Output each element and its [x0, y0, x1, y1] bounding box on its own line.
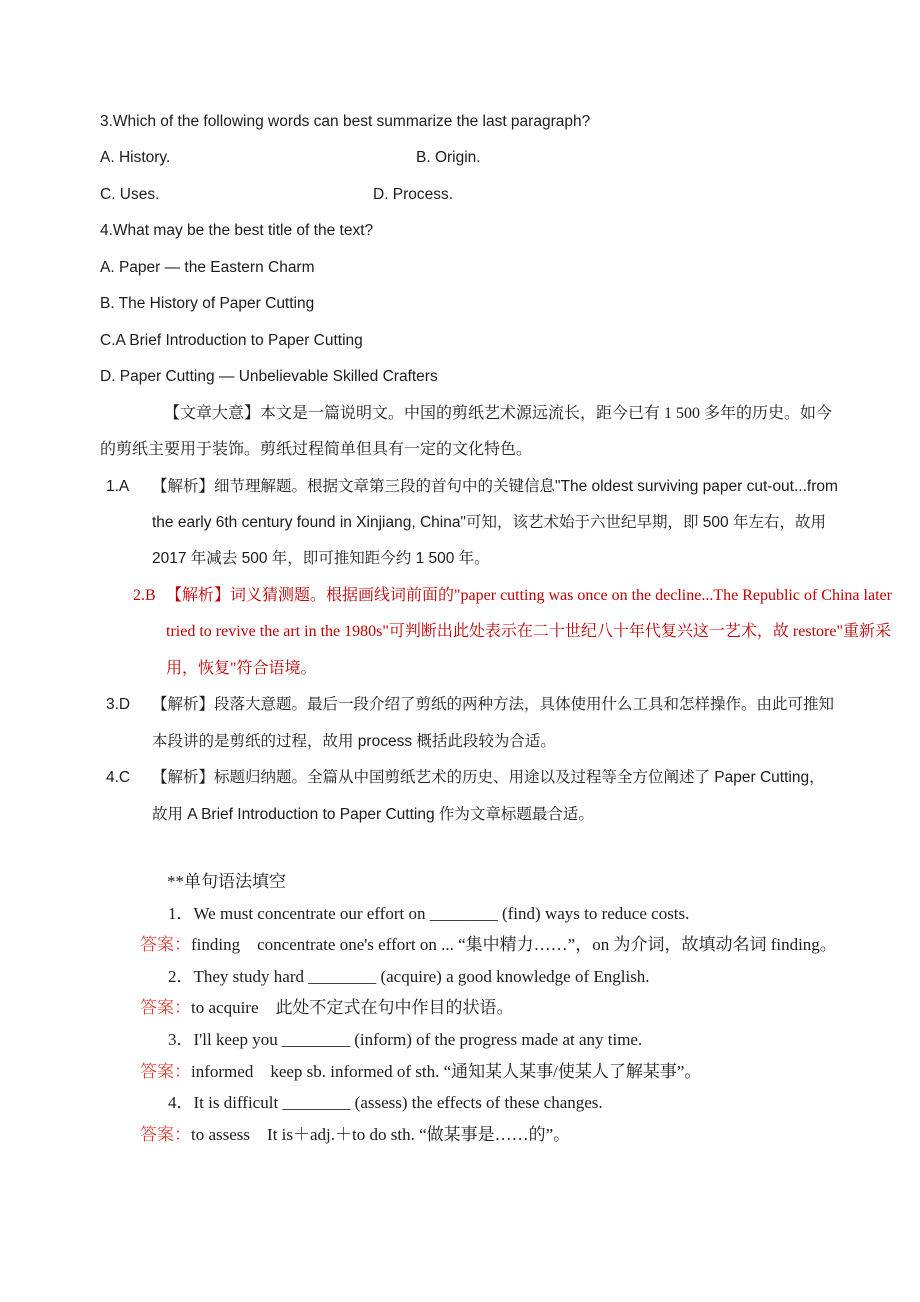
question-3-option-c: C. Uses.	[100, 185, 160, 203]
question-4-option-c: C.A Brief Introduction to Paper Cutting	[100, 331, 363, 349]
answer-label: 答案：	[140, 1124, 191, 1144]
reading-comprehension-section	[100, 104, 892, 833]
analysis-text: 【解析】段落大意题。最后一段介绍了剪纸的两种方法，具体使用什么工具和怎样操作。由此可推知本段讲的是剪纸的过程，故用 process 概括此段较为合适。	[152, 696, 835, 750]
grammar-answer-1	[100, 929, 840, 961]
question-3-option-a: A. History.	[100, 149, 171, 167]
analysis-item-1a	[100, 469, 840, 578]
question-3-options-row-1	[100, 140, 840, 176]
answer-label: 答案：	[140, 1061, 191, 1081]
question-3-stem: 3.Which of the following words can best summarize the last paragraph?	[100, 113, 591, 130]
analysis-answer-number: 4.C	[106, 769, 131, 787]
passage-summary: 【文章大意】本文是一篇说明文。中国的剪纸艺术源远流长，距今已有 1 500 多年的历史。如今的剪纸主要用于装饰。剪纸过程简单但具有一定的文化特色。	[100, 404, 833, 459]
question-3-option-d: D. Process.	[373, 185, 454, 203]
answer-text: informed keep sb. informed of sth. “通知某人某事/使某人了解某事”。	[191, 1061, 702, 1081]
answer-text: to acquire 此处不定式在句中作目的状语。	[191, 998, 514, 1018]
analysis-item-4c	[100, 760, 840, 833]
question-3-options-row-2	[100, 177, 840, 213]
question-3-option-b: B. Origin.	[416, 149, 481, 167]
answer-label: 答案：	[140, 998, 191, 1018]
grammar-answer-2	[100, 992, 840, 1024]
question-4-option-b: B. The History of Paper Cutting	[100, 295, 315, 313]
answer-text: finding concentrate one's effort on ... “集中精力……”，on 为介词，故填动名词 finding。	[191, 935, 837, 955]
analysis-item-3d	[100, 687, 840, 760]
analysis-text: 【解析】词义猜测题。根据画线词前面的"paper cutting was once on the decline...The Republic of China later tried to revive the art in the 1980s"可判断出此处表示在二十世纪八十年代复兴这一艺术，故 restore"重新采用，恢复"符合语境。	[166, 586, 892, 677]
analysis-item-2b	[100, 578, 905, 687]
question-4-option-d: D. Paper Cutting — Unbelievable Skilled Crafters	[100, 368, 438, 386]
grammar-answer-3	[100, 1056, 840, 1088]
analysis-text: 【解析】细节理解题。根据文章第三段的首句中的关键信息"The oldest surviving paper cut-out...from the early 6th century found in Xinjiang, China"可知，该艺术始于六世纪早期，即 500 年左右，故用 2017 年减去 500 年，即可推知距今约 1 500 年。	[152, 477, 838, 568]
analysis-answer-number: 1.A	[106, 477, 130, 495]
answer-text: to assess It is＋adj.＋to do sth. “做某事是……的”。	[191, 1124, 571, 1144]
answer-label: 答案：	[140, 935, 191, 955]
analysis-text: 【解析】标题归纳题。全篇从中国剪纸艺术的历史、用途以及过程等全方位阐述了 Paper Cutting，故用 A Brief Introduction to Paper Cutting 作为文章标题最合适。	[152, 769, 825, 823]
grammar-answer-4	[100, 1119, 840, 1151]
analysis-answer-number: 3.D	[106, 696, 131, 714]
grammar-question-2: 2．They study hard ________ (acquire) a good knowledge of English.	[168, 966, 650, 986]
grammar-section-heading: **单句语法填空	[167, 872, 286, 891]
grammar-question-3: 3．I'll keep you ________ (inform) of the progress made at any time.	[168, 1029, 643, 1049]
grammar-question-1: 1．We must concentrate our effort on ________ (find) ways to reduce costs.	[168, 903, 690, 923]
analysis-answer-number: 2.B	[133, 586, 156, 604]
question-4-option-a: A. Paper — the Eastern Charm	[100, 258, 315, 276]
grammar-fill-in-section	[100, 866, 840, 1150]
question-4-stem: 4.What may be the best title of the text?	[100, 222, 374, 240]
grammar-question-4: 4．It is difficult ________ (assess) the effects of these changes.	[168, 1093, 603, 1113]
